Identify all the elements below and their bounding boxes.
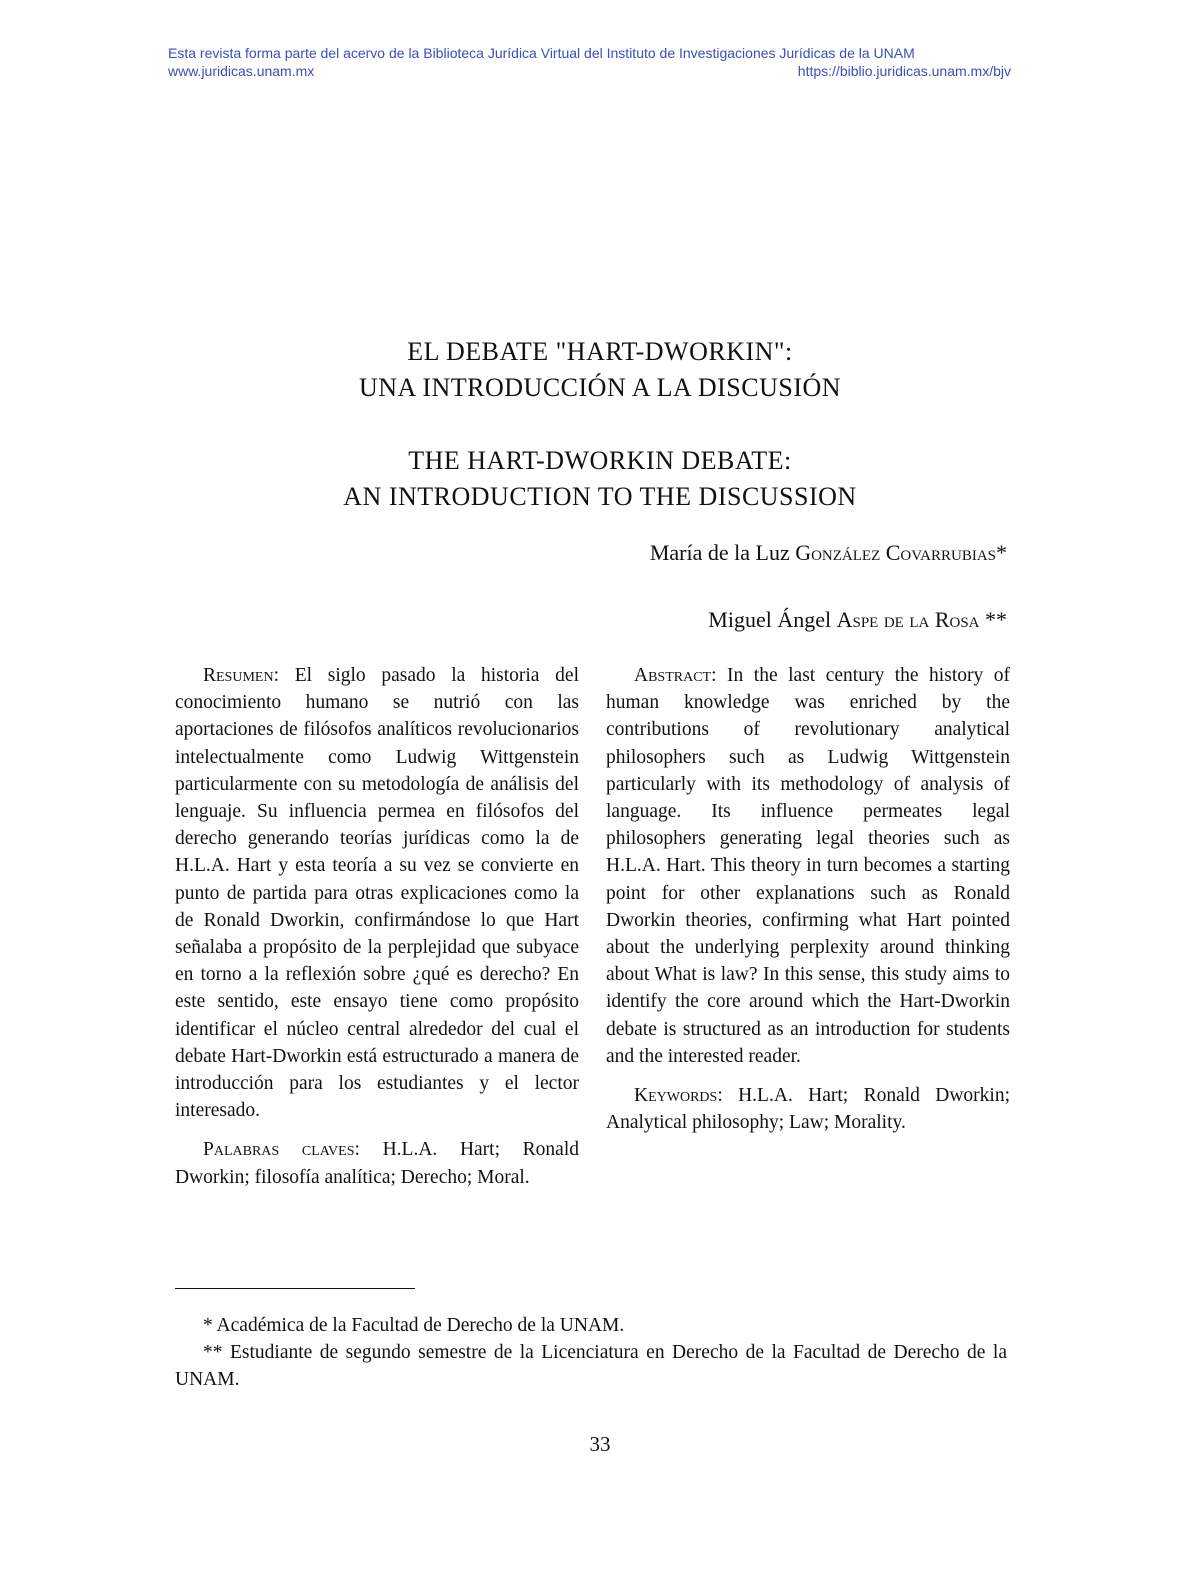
spanish-abstract-column: [175, 662, 579, 1191]
footnote-1-mark: *: [203, 1315, 213, 1336]
abstract-paragraph: [606, 662, 1010, 1070]
author-1-given: María de la Luz: [649, 540, 796, 565]
palabras-claves-label: Palabras claves: [203, 1139, 355, 1161]
author-2-given: Miguel Ángel: [708, 607, 837, 632]
author-2-mark: **: [979, 607, 1007, 632]
author-2-surname: Aspe de la Rosa: [836, 607, 980, 632]
spanish-title-line-2: UNA INTRODUCCIÓN A LA DISCUSIÓN: [358, 373, 842, 402]
palabras-claves-paragraph: [175, 1136, 579, 1190]
biblio-link[interactable]: https://biblio.juridicas.unam.mx/bjv: [797, 63, 1011, 79]
repository-notice: Esta revista forma parte del acervo de la Biblioteca Jurídica Virtual del Instituto de Investigaciones Jurídicas de la UNAM: [168, 45, 915, 61]
english-title: [0, 443, 1200, 515]
author-1-surname: González Covarrubias: [795, 540, 996, 565]
repository-banner: [168, 44, 1011, 80]
page-number: 33: [589, 1432, 611, 1456]
resumen-paragraph: [175, 662, 579, 1124]
author-1-mark: *: [996, 540, 1007, 565]
spanish-title-line-1: EL DEBATE "HART-DWORKIN":: [407, 337, 793, 366]
keywords-paragraph: [606, 1082, 1010, 1136]
spanish-title: [0, 334, 1200, 406]
footnote-1: [175, 1312, 1007, 1339]
keywords-text: : H.L.A. Hart; Ronald Dworkin; Analytical philosophy; Law; Morality.: [606, 1085, 1010, 1134]
footnote-2: [175, 1339, 1007, 1393]
palabras-claves-text: : H.L.A. Hart; Ronald Dworkin; filosofía analítica; Derecho; Moral.: [175, 1139, 579, 1188]
english-title-line-1: THE HART-DWORKIN DEBATE:: [408, 446, 792, 475]
juridicas-link[interactable]: www.juridicas.unam.mx: [168, 63, 315, 79]
english-title-line-2: AN INTRODUCTION TO THE DISCUSSION: [343, 482, 857, 511]
footnotes: [175, 1312, 1007, 1393]
resumen-text: : El siglo pasado la historia del conocimiento humano se nutrió con las aportaciones de filósofos analíticos revolucionarios intelectualmente como Ludwig Wittgenstein particularmente con su metodología de análisis del lenguaje. Su influencia permea en filósofos del derecho generando teorías jurídicas como la de H.L.A. Hart y esta teoría a su vez se convierte en punto de partida para otras explicaciones como la de Ronald Dworkin, confirmándose lo que Hart señalaba a propósito de la perplejidad que subyace en torno a la reflexión sobre ¿qué es derecho? En este sentido, este ensayo tiene como propósito identificar el núcleo central alrededor del cual el debate Hart-Dworkin está estructurado a manera de introducción para los estudiantes y el lector interesado.: [175, 665, 579, 1122]
footnote-divider: [175, 1288, 415, 1289]
author-2: [708, 607, 1007, 633]
footnote-2-mark: **: [203, 1342, 223, 1363]
abstract-text: : In the last century the history of human knowledge was enriched by the contributions of revolutionary analytical philosophers such as Ludwig Wittgenstein particularly with its methodology of analysis of language. Its influence permeates legal philosophers generating legal theories such as H.L.A. Hart. This theory in turn becomes a starting point for other explanations such as Ronald Dworkin theories, confirming what Hart pointed about the underlying perplexity around thinking about What is law? In this sense, this study aims to identify the core around which the Hart-Dworkin debate is structured as an introduction for students and the interested reader.: [606, 665, 1010, 1067]
keywords-label: Keywords: [634, 1085, 718, 1107]
author-1: [650, 540, 1007, 566]
english-abstract-column: [606, 662, 1010, 1136]
footnote-1-text: Académica de la Facultad de Derecho de la UNAM.: [212, 1315, 625, 1336]
resumen-label: Resumen: [203, 665, 274, 686]
footnote-2-text: Estudiante de segundo semestre de la Licenciatura en Derecho de la Facultad de Derecho de la UNAM.: [175, 1342, 1007, 1390]
abstract-label: Abstract: [634, 665, 712, 686]
